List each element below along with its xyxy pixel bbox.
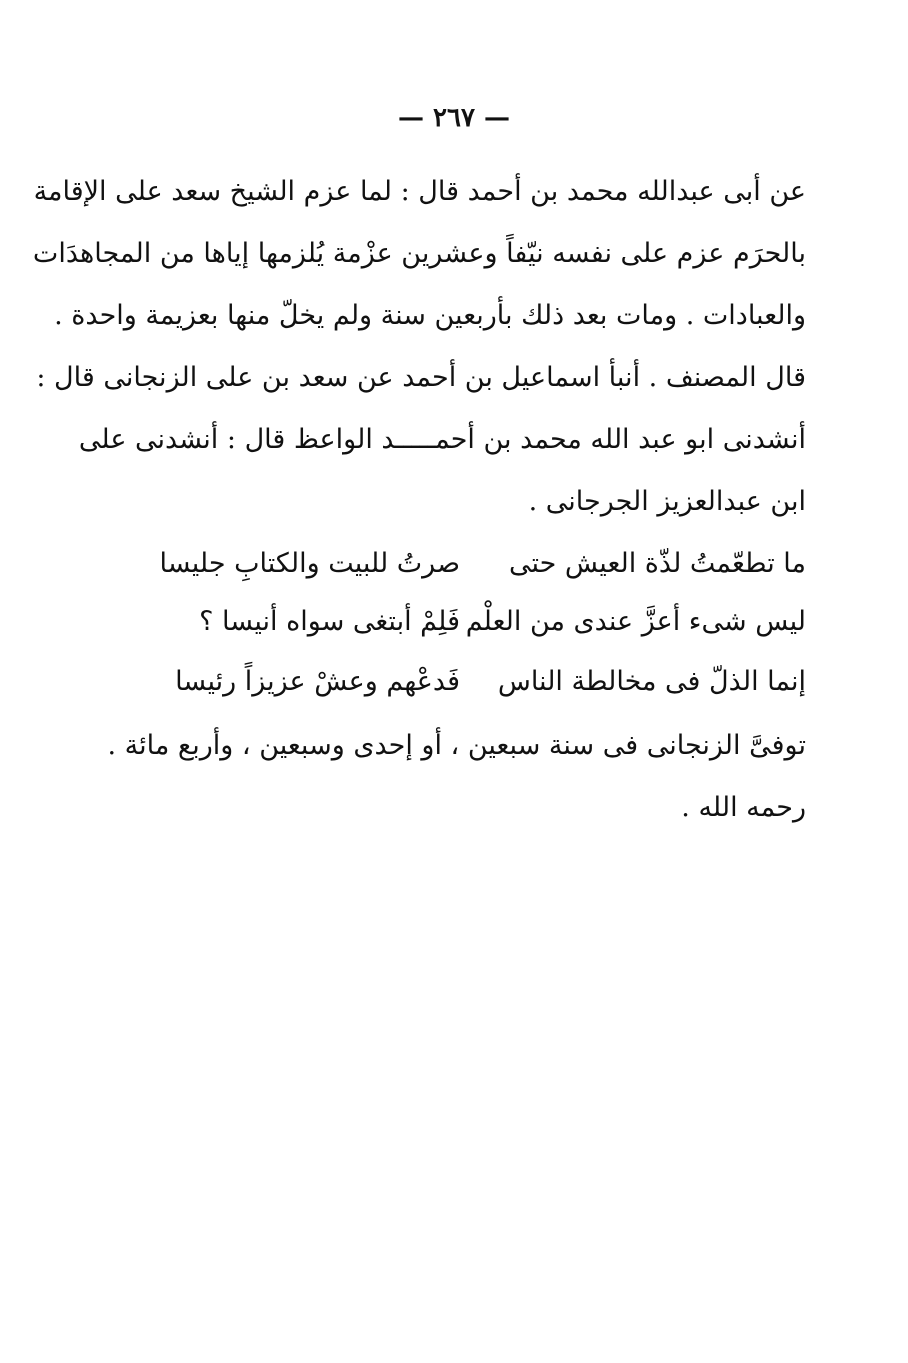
page-number: — ٢٦٧ — [397,103,511,133]
text-line-3: والعبادات . ومات بعد ذلك بأربعين سنة ولم يخلّ منها بعزيمة واحدة . [54,300,806,331]
text-line-5: أنشدنى ابو عبد الله محمد بن أحمـــــد الواعظ قال : أنشدنى على [78,424,806,455]
text-line-4: قال المصنف . أنبأ اسماعيل بن أحمد عن سعد بن على الزنجانى قال : [36,362,806,393]
closing-line-1: توفىَّ الزنجانى فى سنة سبعين ، أو إحدى وسبعين ، وأربع مائة . [107,730,806,761]
verse-3-second-hemistich: فَدعْهم وعشْ عزيزاً رئيسا [175,666,460,697]
verse-2-first-hemistich: ليس شىء أعزَّ عندى من العلْم [465,606,806,637]
verse-3-first-hemistich: إنما الذلّ فى مخالطة الناس [497,666,806,697]
verse-1-second-hemistich: صرتُ للبيت والكتابِ جليسا [159,548,460,579]
verse-2-second-hemistich: فَلِمْ أبتغى سواه أنيسا ؟ [199,606,460,637]
verse-1-first-hemistich: ما تطعّمتُ لذّة العيش حتى [508,548,806,579]
text-line-2: بالحرَم عزم على نفسه نيّفاً وعشرين عزْمة يُلزمها إياها من المجاهدَات [32,238,806,269]
text-line-1: عن أبى عبدالله محمد بن أحمد قال : لما عزم الشيخ سعد على الإقامة [33,176,806,207]
closing-line-2: رحمه الله . [681,792,806,823]
text-line-6: ابن عبدالعزيز الجرجانى . [528,486,806,517]
